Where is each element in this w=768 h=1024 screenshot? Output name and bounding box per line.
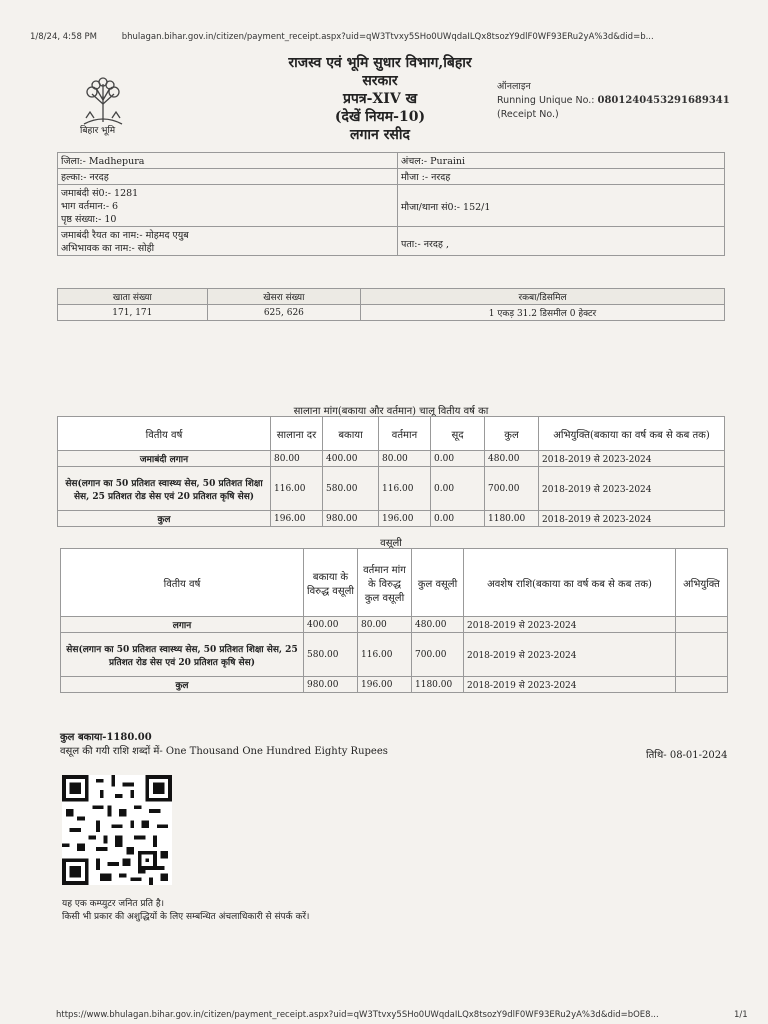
table-cell: 80.00 [271, 451, 323, 467]
table-header: बकाया के विरुद्ध वसूली [304, 549, 358, 617]
table-row [61, 677, 728, 693]
qr-code [62, 775, 172, 885]
table-cell: 2018-2019 से 2023-2024 [539, 467, 725, 511]
table-cell: 116.00 [358, 633, 412, 677]
table-row [58, 451, 725, 467]
table-header: वर्तमान मांग के विरुद्ध कुल वसूली [358, 549, 412, 617]
jamabandi-number: जमाबंदी सं0:- 1281 [61, 188, 139, 199]
receipt-number-block [497, 80, 730, 122]
table-cell: 80.00 [358, 617, 412, 633]
table-cell: कुल [61, 677, 304, 693]
table-cell: 580.00 [304, 633, 358, 677]
page-number: पृष्ठ संख्या:- 10 [61, 214, 117, 225]
receipt-title: लगान रसीद [350, 127, 410, 143]
table-cell: 1180.00 [485, 511, 539, 527]
table-cell: 80.00 [379, 451, 431, 467]
khata-table [57, 288, 725, 321]
browser-print-header [30, 32, 654, 42]
table-cell [676, 677, 728, 693]
bhag-number: भाग वर्तमान:- 6 [61, 201, 119, 212]
khesra-header: खेसरा संख्या [207, 289, 360, 305]
demand-title: सालाना मांग(बकाया और वर्तमान) चालू वितीय वर्ष का [293, 406, 489, 417]
table-header: अभियुक्ति(बकाया का वर्ष कब से कब तक) [539, 417, 725, 451]
table-cell: जमाबंदी लगान [58, 451, 271, 467]
table-cell: 2018-2019 से 2023-2024 [464, 617, 676, 633]
receipt-heading [250, 54, 510, 144]
table-cell: 2018-2019 से 2023-2024 [464, 677, 676, 693]
table-cell: 2018-2019 से 2023-2024 [464, 633, 676, 677]
district-cell: जिला:- Madhepura [58, 153, 398, 169]
raiyat-cell [58, 227, 398, 256]
khesra-value: 625, 626 [207, 305, 360, 321]
address-text: पता:- नरदह , [401, 239, 449, 250]
table-cell: 980.00 [304, 677, 358, 693]
receipt-date: तिथि- 08-01-2024 [646, 750, 728, 761]
khata-value: 171, 171 [58, 305, 208, 321]
disclaimer-note [62, 898, 309, 924]
table-cell: 480.00 [412, 617, 464, 633]
khata-header: खाता संख्या [58, 289, 208, 305]
collection-header-row [61, 549, 728, 617]
print-url: bhulagan.bihar.gov.in/citizen/payment_receipt.aspx?uid=qW3Ttvxy5SHo0UWqdaILQx8tsozY9dlF0WF93ERu2yA%3d&did=b... [121, 32, 654, 42]
table-header: सालाना दर [271, 417, 323, 451]
khata-header-row [58, 289, 725, 305]
table-cell: 1180.00 [412, 677, 464, 693]
table-cell: 580.00 [323, 467, 379, 511]
logo-caption: बिहार भूमि [80, 126, 116, 136]
table-header: वितीय वर्ष [58, 417, 271, 451]
form-number: प्रपत्र-XIV ख [342, 91, 418, 107]
department-name: राजस्व एवं भूमि सुधार विभाग,बिहार [288, 55, 472, 71]
table-cell: 700.00 [412, 633, 464, 677]
table-cell: 980.00 [323, 511, 379, 527]
total-dues: कुल बकाया-1180.00 [60, 732, 152, 743]
table-header: बकाया [323, 417, 379, 451]
rule-reference: (देखें नियम-10) [334, 109, 426, 125]
table-header: सूद [431, 417, 485, 451]
table-cell: 0.00 [431, 467, 485, 511]
thana-number: मौजा/थाना सं0:- 152/1 [401, 202, 491, 213]
table-header: कुल वसूली [412, 549, 464, 617]
table-cell: 480.00 [485, 451, 539, 467]
government-label: सरकार [362, 73, 398, 89]
table-cell: 400.00 [304, 617, 358, 633]
table-cell: 0.00 [431, 451, 485, 467]
table-cell: 400.00 [323, 451, 379, 467]
table-row [61, 617, 728, 633]
table-header: कुल [485, 417, 539, 451]
collection-table [60, 548, 728, 693]
rakba-value: 1 एकड़ 31.2 डिसमील 0 हेक्टर [361, 305, 725, 321]
amount-in-words: वसूल की गयी राशि शब्दों में- One Thousand One Hundred Eighty Rupees [60, 746, 388, 757]
land-info-table [57, 152, 725, 256]
table-cell: 196.00 [379, 511, 431, 527]
raiyat-name: जमाबंदी रैयत का नाम:- मोहमद एयुब [61, 230, 189, 241]
table-cell: सेस(लगान का 50 प्रतिशत स्वास्थ्य सेस, 50 प्रतिशत शिक्षा सेस, 25 प्रतिशत रोड सेस एवं 20 प्रतिशत कृषि सेस) [58, 467, 271, 511]
table-cell: सेस(लगान का 50 प्रतिशत स्वास्थ्य सेस, 50 प्रतिशत शिक्षा सेस, 25 प्रतिशत रोड सेस एवं 20 प्रतिशत कृषि सेस) [61, 633, 304, 677]
table-header: अवशेष राशि(बकाया का वर्ष कब से कब तक) [464, 549, 676, 617]
table-cell: 196.00 [271, 511, 323, 527]
table-cell: कुल [58, 511, 271, 527]
table-cell: 2018-2019 से 2023-2024 [539, 511, 725, 527]
address-cell [398, 227, 725, 256]
mauja-cell: मौजा :- नरदह [398, 169, 725, 185]
table-cell: 0.00 [431, 511, 485, 527]
receipt-no-label: (Receipt No.) [497, 109, 559, 120]
contact-note: किसी भी प्रकार की अशुद्धियों के लिए सम्बन्धित अंचलाधिकारी से संपर्क करें। [62, 912, 310, 922]
computer-generated-note: यह एक कम्प्युटर जनित प्रति है। [62, 899, 165, 909]
rakba-header: रकबा/डिसमिल [361, 289, 725, 305]
khata-row [58, 305, 725, 321]
table-cell: 700.00 [485, 467, 539, 511]
table-header: वितीय वर्ष [61, 549, 304, 617]
table-header: वर्तमान [379, 417, 431, 451]
guardian-name: अभिभावक का नाम:- सोही [61, 243, 155, 254]
halka-cell: हल्का:- नरदह [58, 169, 398, 185]
thana-cell [398, 185, 725, 227]
circle-cell: अंचल:- Puraini [398, 153, 725, 169]
table-cell: 116.00 [379, 467, 431, 511]
demand-table [57, 416, 725, 527]
demand-header-row [58, 417, 725, 451]
table-row [58, 467, 725, 511]
table-row [58, 511, 725, 527]
print-timestamp: 1/8/24, 4:58 PM [30, 32, 98, 42]
online-label: ऑनलाइन [497, 81, 531, 92]
table-row [61, 633, 728, 677]
table-cell [676, 633, 728, 677]
payment-summary [60, 731, 388, 759]
table-cell: लगान [61, 617, 304, 633]
jamabandi-cell [58, 185, 398, 227]
print-footer-url: https://www.bhulagan.bihar.gov.in/citizen/payment_receipt.aspx?uid=qW3Ttvxy5SHo0UWqdaILQx8tsozY9dlF0WF93ERu2yA%3d&did=bOE8... [56, 1010, 659, 1020]
print-page-count: 1/1 [734, 1010, 748, 1020]
table-cell: 116.00 [271, 467, 323, 511]
table-header: अभियुक्ति [676, 549, 728, 617]
table-cell: 196.00 [358, 677, 412, 693]
running-number: Running Unique No.: 0801240453291689341 [497, 95, 730, 106]
table-cell: 2018-2019 से 2023-2024 [539, 451, 725, 467]
table-cell [676, 617, 728, 633]
collection-title: वसूली [380, 538, 402, 549]
